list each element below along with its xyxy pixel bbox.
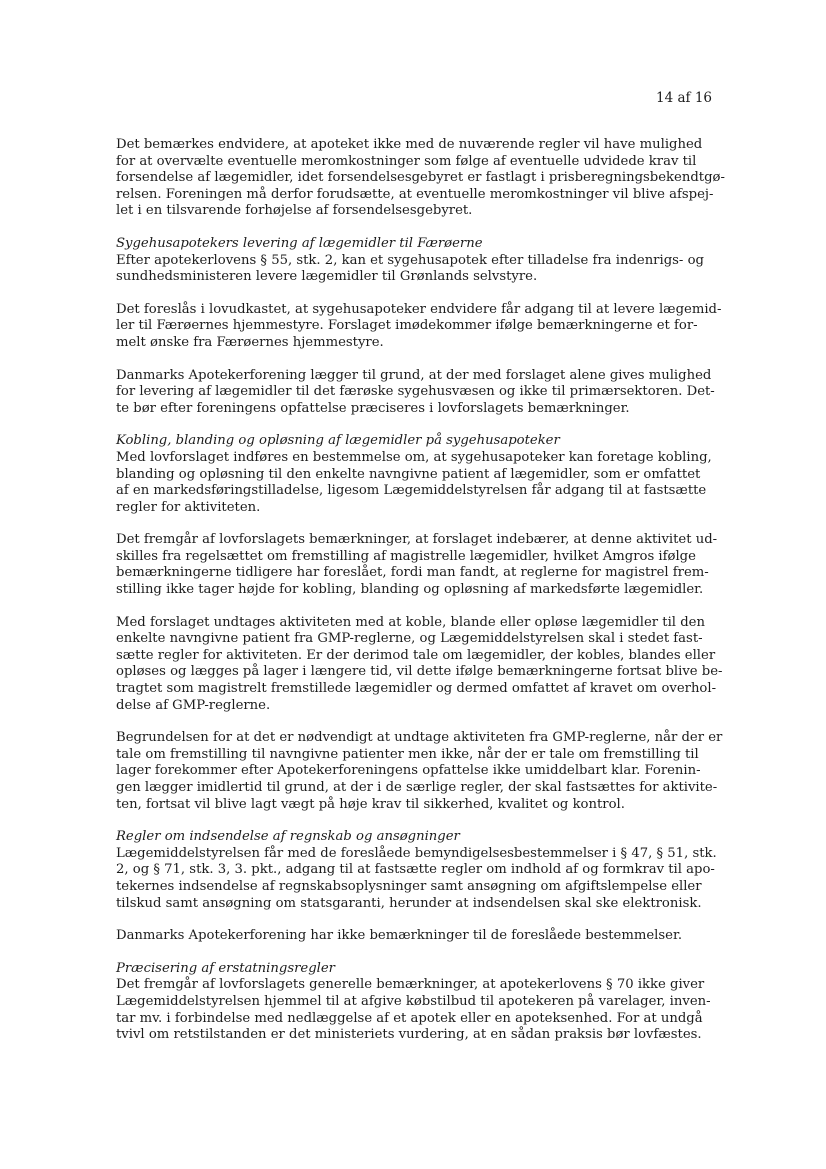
text-line: tekernes indsendelse af regnskabsoplysninger samt ansøgning om afgiftslempelse eller	[116, 878, 702, 894]
text-line: for at overvælte eventuelle meromkostninger som følge af eventuelle udvidede krav til	[116, 153, 697, 169]
text-line: let i en tilsvarende forhøjelse af forsendelsesgebyret.	[116, 203, 473, 219]
text-line: tilskud samt ansøgning om statsgaranti, herunder at indsendelsen skal ske elektronisk.	[116, 895, 702, 911]
text-line: sætte regler for aktiviteten. Er der derimod tale om lægemidler, der kobles, blandes eller	[116, 647, 716, 663]
text-line: Lægemiddelstyrelsen hjemmel til at afgive købstilbud til apotekeren på varelager, inven-	[116, 993, 711, 1009]
text-line: Det fremgår af lovforslagets bemærkninger, at forslaget indebærer, at denne aktivitet ud-	[116, 532, 718, 548]
text-line: te bør efter foreningens opfattelse præciseres i lovforslagets bemærkninger.	[116, 400, 630, 416]
paragraph	[116, 367, 715, 418]
text-line: tragtet som magistrelt fremstillede lægemidler og dermed omfattet af kravet om overhol-	[116, 681, 717, 697]
text-line: lager forekommer efter Apotekerforeningens opfattelse ikke umiddelbart klar. Forenin-	[116, 763, 701, 779]
section-paragraph	[116, 829, 717, 912]
paragraph	[116, 137, 725, 220]
text-line: tvivl om retstilstanden er det ministeriets vurdering, at en sådan praksis bør lovfæstes.	[116, 1027, 702, 1043]
paragraph	[116, 532, 718, 598]
paragraph	[116, 301, 722, 352]
text-line: opløses og lægges på lager i længere tid, vil dette ifølge bemærkningerne fortsat blive be-	[116, 664, 723, 680]
section-paragraph	[116, 961, 712, 1044]
text-line: enkelte navngivne patient fra GMP-reglerne, og Lægemiddelstyrelsen skal i stedet fast-	[116, 631, 703, 647]
paragraph	[116, 730, 723, 813]
text-line: ten, fortsat vil blive lagt vægt på høje krav til sikkerhed, kvalitet og kontrol.	[116, 796, 625, 812]
text-line: melt ønske fra Færøernes hjemmestyre.	[116, 334, 384, 350]
text-line: bemærkningerne tidligere har foreslået, fordi man fandt, at reglerne for magistrel frem-	[116, 565, 709, 581]
section-heading: Regler om indsendelse af regnskab og ansøgninger	[116, 829, 460, 845]
text-line: Danmarks Apotekerforening har ikke bemærkninger til de foreslåede bestemmelser.	[116, 928, 683, 944]
section-heading: Sygehusapotekers levering af lægemidler til Færøerne	[116, 235, 483, 251]
text-line: delse af GMP-reglerne.	[116, 697, 271, 713]
text-line: blanding og opløsning til den enkelte navngivne patient af lægemidler, som er omfattet	[116, 466, 701, 482]
paragraph	[116, 614, 723, 715]
text-line: sundhedsministeren levere lægemidler til Grønlands selvstyre.	[116, 269, 538, 285]
section-heading: Kobling, blanding og opløsning af lægemidler på sygehusapoteker	[116, 433, 560, 449]
text-line: 2, og § 71, stk. 3, 3. pkt., adgang til at fastsætte regler om indhold af og formkrav til apo-	[116, 862, 715, 878]
text-line: af en markedsføringstilladelse, ligesom Lægemiddelstyrelsen får adgang til at fastsætte	[116, 483, 707, 499]
section-paragraph	[116, 236, 712, 286]
text-line: stilling ikke tager højde for kobling, blanding og opløsning af markedsførte lægemidler.	[116, 582, 704, 598]
section-heading: Præcisering af erstatningsregler	[116, 960, 335, 976]
text-line: tar mv. i forbindelse med nedlæggelse af et apotek eller en apoteksenhed. For at undgå	[116, 1010, 703, 1026]
text-line: ler til Færøernes hjemmestyre. Forslaget imødekommer ifølge bemærkningerne et for-	[116, 318, 698, 334]
paragraph	[116, 928, 712, 945]
text-line: skilles fra regelsættet om fremstilling af magistrelle lægemidler, hvilket Amgros ifølge	[116, 548, 696, 564]
text-line: Begrundelsen for at det er nødvendigt at undtage aktiviteten fra GMP-reglerne, når der er	[116, 730, 723, 746]
text-line: tale om fremstilling til navngivne patienter men ikke, når der er tale om fremstilling til	[116, 746, 699, 762]
text-line: forsendelse af lægemidler, idet forsendelsesgebyret er fastlagt i prisberegningsbekendtgø-	[116, 170, 725, 186]
text-line: Det foreslås i lovudkastet, at sygehusapoteker endvidere får adgang til at levere lægemid-	[116, 301, 722, 317]
text-line: for levering af lægemidler til det færøske sygehusvæsen og ikke til primærsektoren. Det-	[116, 384, 715, 400]
text-line: Med lovforslaget indføres en bestemmelse om, at sygehusapoteker kan foretage kobling,	[116, 449, 712, 465]
text-line: relsen. Foreningen må derfor forudsætte, at eventuelle meromkostninger vil blive afspej-	[116, 186, 714, 202]
section-paragraph	[116, 433, 712, 516]
text-line: Efter apotekerlovens § 55, stk. 2, kan et sygehusapotek efter tilladelse fra indenrigs- og	[116, 252, 704, 268]
text-line: gen lægger imidlertid til grund, at der i de særlige regler, der skal fastsættes for aktivite-	[116, 780, 718, 795]
text-line: Det fremgår af lovforslagets generelle bemærkninger, at apotekerlovens § 70 ikke giver	[116, 977, 705, 993]
text-line: Med forslaget undtages aktiviteten med at koble, blande eller opløse lægemidler til den	[116, 614, 705, 630]
text-line: regler for aktiviteten.	[116, 499, 261, 515]
page-number: 14 af 16	[656, 90, 712, 106]
document-body	[116, 137, 725, 1044]
text-line: Det bemærkes endvidere, at apoteket ikke med de nuværende regler vil have mulighed	[116, 137, 703, 152]
text-line: Danmarks Apotekerforening lægger til grund, at der med forslaget alene gives mulighed	[116, 367, 712, 383]
text-line: Lægemiddelstyrelsen får med de foreslåede bemyndigelsesbestemmelser i § 47, § 51, stk.	[116, 845, 717, 861]
